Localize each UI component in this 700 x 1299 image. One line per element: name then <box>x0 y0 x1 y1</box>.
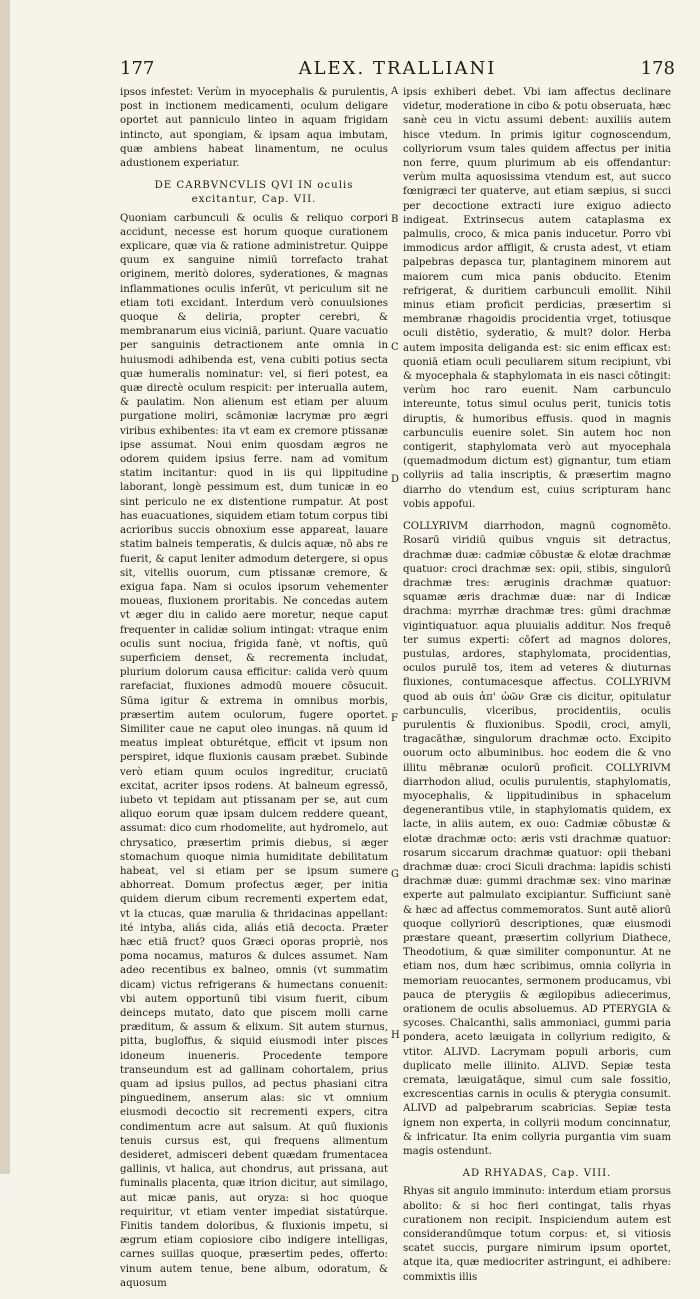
right-paragraph-3: Rhyas sit angulo imminuto: interdum etiam prorsus abolito: & si hoc fieri contingat, talis rhyas curationem non recipit. Inspiciendum autem est considerandūmque totum corpus: et, si vitiosis scatet succis, purgare nimirum ipsum oportet, atque ita, quæ mediocriter astringunt, ei adhibere: commixtis illis <box>403 1186 671 1283</box>
right-column <box>403 86 671 1293</box>
page-number-left: 177 <box>120 58 155 79</box>
margin-letter-a: A <box>391 86 399 97</box>
page-number-right: 178 <box>640 58 675 79</box>
margin-letter-h: H <box>391 1030 400 1041</box>
margin-letter-g: G <box>391 869 399 880</box>
margin-letter-d: D <box>391 474 400 485</box>
right-paragraph-1: ipsis exhiberi debet. Vbi iam affectus declinare videtur, moderatione in cibo & potu obseruata, hæc sanè ceu in victu assumi debent: auxiliis autem hisce vtedum. In primis igitur cognoscendum, collyriorum vsum tales quidem affectus per initia non ferre, quum plurimum ab eis offendantur: verùm multa aquosissima vtendum est, aut succo fœnigræci ter quaterve, aut etiam sæpius, si succi per decoctione extracti iure exiguo adiecto indigeat. Extrinsecus autem cataplasma ex palmulis, croco, & mica panis inducetur. Porro vbi immodicus ardor affligit, & crusta adest, vt etiam palpebras depasca tur, plantaginem minorem aut maiorem cum mica panis obducito. Etenim refrigerat, & duritiem carbunculi emollit. Nihil minus etiam proficit perdicias, præsertim si membranæ rhagoidis procidentia vrget, totiusque oculi distētio, syderatio, & mult? dolor. Herba autem imposita deliganda est: sic enim efficax est: quoniā etiam oculi peculiarem situm recipiunt, vbi & myocephala & staphylomata in eis nasci cōtingit: verùm hoc raro euenit. Nam carbunculo intereunte, totus simul oculus perit, tunicis totis diruptis, & humoribus effusis. quod in magnis carbunculis euenire solet. Sin autem hoc non contigerit, staphylomata verò aut myocephala (quemadmodum dictum est) gignantur, tum etiam collyriis ad talia inscriptis, & præsertim magno diarrho do vtendum est, cuius scripturam hanc vobis appofui. <box>403 87 671 510</box>
running-title: ALEX. TRALLIANI <box>298 58 497 79</box>
margin-letter-c: C <box>391 342 399 353</box>
chapter-heading-7: DE CARBVNCVLIS QVI IN oculis excitantur, Cap. VII. <box>154 180 354 206</box>
left-paragraph-1: ipsos infestet: Verùm in myocephalis & purulentis, post in inctionem medicamenti, oculum deligare oportet aut panniculo linteo in aquam frigidam intincto, aut spongiam, & ipsam aqua imbutam, quæ ambiens habeat linamentum, ne oculus adustionem experiatur. <box>120 87 388 170</box>
scan-edge <box>0 0 10 1174</box>
left-column <box>120 86 388 1299</box>
margin-letter-f: F <box>391 713 398 724</box>
margin-letter-b: B <box>391 214 399 225</box>
left-paragraph-2: Quoniam carbunculi & oculis & reliquo corpori accidunt, necesse est horum quoque curationem explicare, quæ via & ratione administretur. Quippe quum ex sanguine nimiū torrefacto trahat originem, meritò dolores, syderationes, & magnas inflammationes oculis inferūt, vt periculum sit ne etiam toti excidant. Interdum verò conuulsiones quoque & deliria, propter cerebri, & membranarum eius viciniā, pariunt. Quare vacuatio per sanguinis detractionem ante omnia in huiusmodi adhibenda est, vena cubiti potius secta quæ humeralis nominatur: vel, si fieri potest, ea quæ directè oculum respicit: per interualla autem, & paulatim. Non alienum est etiam per aluum purgatione moliri, scāmoniæ lacrymæ pro ægri viribus exhibentes: ita vt eam ex cremore ptissanæ ipse assumat. Noui enim quosdam ægros ne odorem quidem ipsius ferre. nam ad vomitum statim incitantur: quod in iis qui lippitudine laborant, longè pessimum est, dum tunicæ in eo sint periculo ne ex distentione rumpatur. At post has euacuationes, siquidem etiam totum corpus tibi acrioribus succis obnoxium esse appareat, lauare statim balneis temperatis, & dulcis aquæ, nō abs re fuerit, & caput leniter admodum detergere, si opus sit, vitellis ouorum, cum ptissanæ cremore, & exigua fapa. Nam si oculos ipsorum vehementer moueas, fluxionem proritabis. Ne concedas autem vt æger diu in calido aere moretur, neque caput frequenter in calidæ solium intingat: vtraque enim oculis sunt nociua, frigida fanè, vt noftis, quū superficiem denset, & recrementa includat, plurium dolorum causa efficitur: calida verò quum rarefaciat, fluxiones admodū mouere cōsucuit. Sūma igitur & extrema in omnibus morbis, præsertim autem oculorum, fugere oportet. Similiter caue ne caput oleo inungas. nā quum id meatus impleat obturétque, efficit vt ipsum non perspiret, idque fluxionis causam præbet. Subinde verò etiam quum oculos ingreditur, cruciatū excitat, acriter ipsos rodens. At balneum egressō, iubeto vt tepidam aut ptissanam per se, aut cum aliquo eorum quæ ipsam dulcem reddere queant, assumat: dico cum rhodomelite, aut hydromelo, aut chrysatico, præsertim primis diebus, si æger stomachum quoque nimia humiditate debilitatum habeat, vel si etiam per se ipsum sumere abhorreat. Domum profectus æger, per initia quidem dierum cibum recrementi expertem edat, vt la ctucas, quæ marulia & thridacinas appellant: ité intyba, aliás cida, aliás etiā decocta. Præter hæc etiā fruct? quos Græci oporas propriè, nos poma nocamus, maturos & dulces assumet. Nam adeo recentibus ex balneo, omnis (vt summatim dicam) victus refrigerans & humectans conuenit: vbi autem opportunū tibi visum fuerit, cibum deinceps mutato, dato que piscem molli carne præditum, & assum & elixum. Sit autem sturnus, pitta, bugloffus, & siquid eiusmodi inter pisces idoneum inueneris. Procedente tempore transeundum est ad gallinam cohortalem, prius quam ad ipsius pullos, ad pectus phasiani citra pinguedinem, anserum alas: sic vt omnium eiusmodi decoctio sit recrementi expers, citra condimentum acre aut salsum. At quū fluxionis tenuis cursus est, qui frequens alimentum desideret, admisceri debent quædam frumentacea gallinis, vt halica, aut chondrus, aut prissana, aut fuminalis placenta, quæ itrion dicitur, aut similago, aut micæ panis, aut oryza: si hoc quoque requiritur, vt etiam venter impediat sistatúrque. Finitis tandem doloribus, & fluxionis impetu, si ægrum etiam copiosiore cibo indigere intelligas, carnes suillas quoque, præsertim pedes, offerto: vinum autem tenue, bene album, odoratum, & aquosum <box>120 212 388 1289</box>
page-header <box>120 58 675 84</box>
right-paragraph-2: COLLYRIVM diarrhodon, magnū cognomēto. Rosarū viridiū quibus vnguis sit detractus, drachmæ duæ: cadmiæ cōbustæ & elotæ drachmæ quatuor: croci drachmæ sex: opii, stibis, singulorū drachmæ tres: æruginis drachmæ quatuor: squamæ æris drachmæ duæ: nar di Indicæ drachma: myrrhæ drachmæ tres: gūmi drachmæ vigintiquatuor. aqua pluuialis additur. Nos frequē ter sumus experti: cōfert ad magnos dolores, pustulas, ardores, staphylomata, procidentias, oculos purulē tos, item ad veteres & diuturnas fluxiones, contumacesque affectus. COLLYRIVM quod ab ouis ἀπ' ὠῶν Græ cis dicitur, opitulatur carbunculis, vlceribus, procidentiis, oculis purulentis & fluxionibus. Spodii, croci, amyli, tragacāthæ, singulorum drachmæ octo. Excipito ouorum octo albuminibus. hoc eodem die & vno illitu mēbranæ oculorū proficit. COLLYRIVM diarrhodon aliud, oculis purulentis, staphylomatis, myocephalis, & lippitudinibus in sphacelum degenerantibus vtile, in staphylomatis quidem, ex lacte, in aliis autem, ex ouo: Cadmiæ cōbustæ & elotæ drachmæ octo: æris vsti drachmæ quatuor: rosarum siccarum drachmæ quatuor: opii thebani drachmæ duæ: croci Siculi drachma: lapidis schisti drachmæ duæ: gummi drachmæ sex: vino marinæ experte aut palmulato excipiantur. Sufficiunt sanè & hæc ad affectus commemoratos. Sunt autē aliorū quoque collyriorū descriptiones, quæ eiusmodi præstare queant, præsertim collyrium Diathece, Theodotium, & quæ similiter componuntur. At ne etiam nos, dum hæc scribimus, omnia collyria in memoriam reuocantes, sermonem producamus, vbi pauca de pterygiis & ægilopibus adiecerimus, orationem de oculis absoluemus. AD PTERYGIA & sycoses. Chalcanthi, salis ammoniaci, gummi paria pondera, aceto læuigata in collyrium redigito, & vtitor. ALIVD. Lacrymam populi arboris, cum duplicato melle illinito. ALIVD. Sepiæ testa cremata, læuigatāque, simul cum sale fossitio, excrescentias carnis in oculis & pterygia consumit. ALIVD ad palpebrarum scabricias. Sepiæ testa ignem non experta, in collyrii modum concinnatur, & infricatur. Ita enim collyria purgantia vim suam magis ostendunt. <box>403 521 671 1158</box>
chapter-heading-8: AD RHYADAS, Cap. VIII. <box>462 1168 612 1180</box>
